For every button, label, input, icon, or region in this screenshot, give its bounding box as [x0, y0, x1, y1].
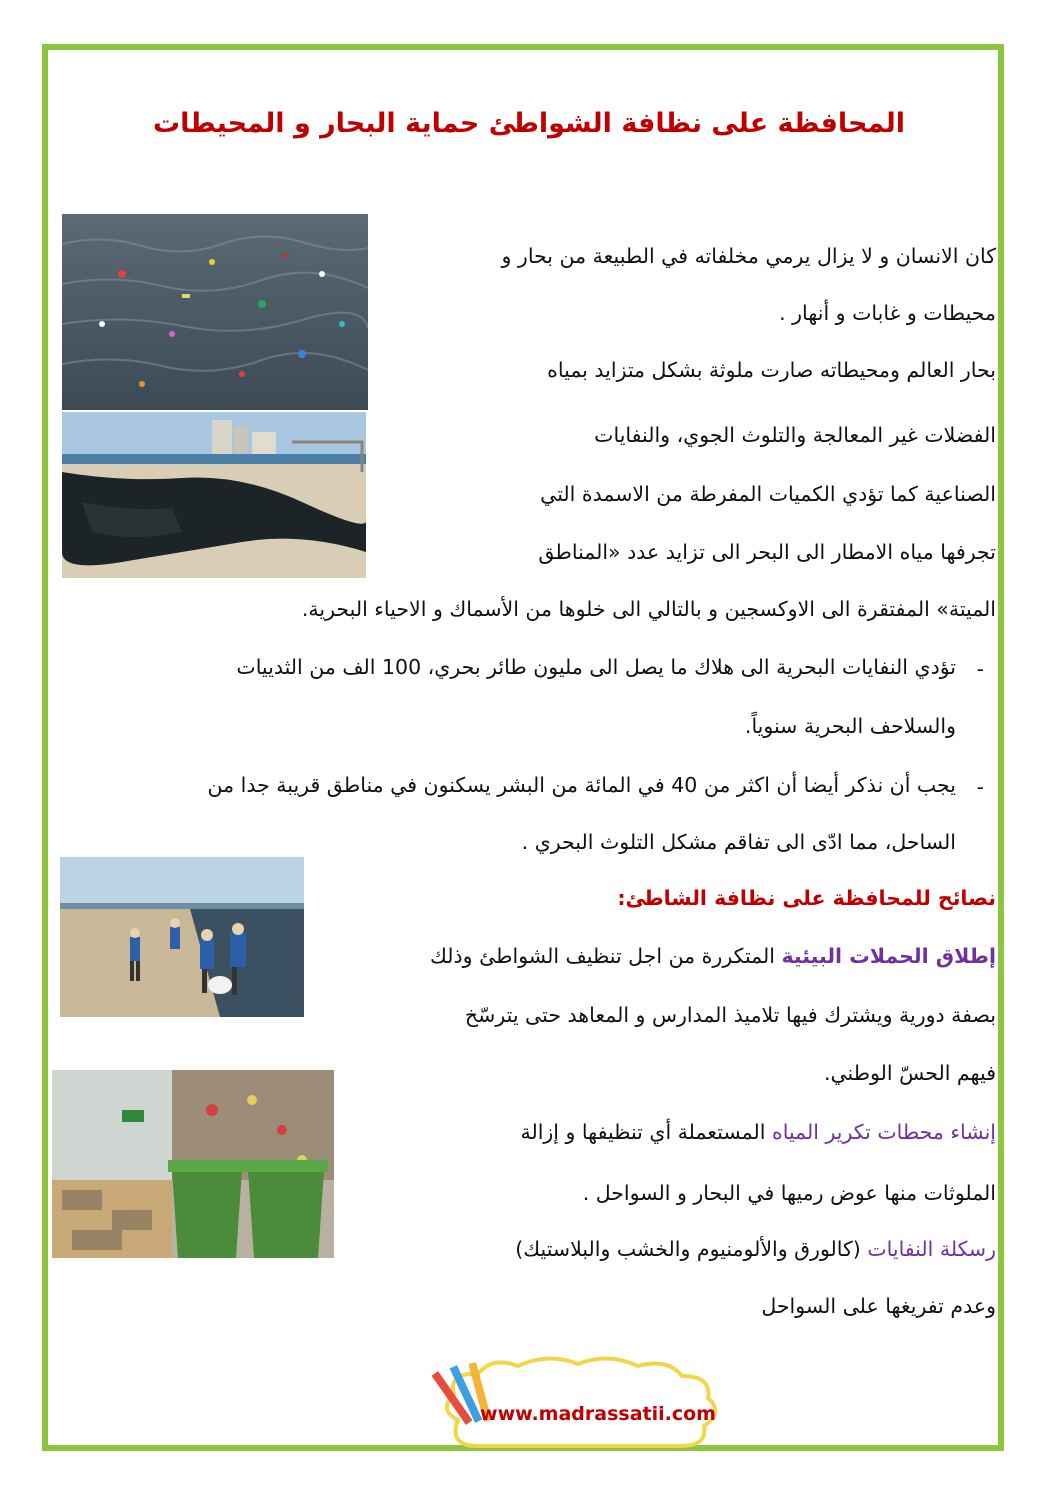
bullet-1-line-1: تؤدي النفايات البحرية الى هلاك ما يصل الى مليون طائر بحري، 100 الف من الثدييات: [236, 655, 956, 679]
intro-line-1: كان الانسان و لا يزال يرمي مخلفاته في الطبيعة من بحار و: [501, 244, 996, 268]
tip-2-highlight: إنشاء محطات تكرير المياه: [771, 1120, 996, 1144]
recycling-center-photo: [52, 1070, 334, 1258]
tip-2-rest: المستعملة أي تنظيفها و إزالة: [520, 1120, 772, 1144]
bullet-1-line-2: والسلاحف البحرية سنوياً.: [744, 714, 956, 738]
tip-1-rest: المتكررة من اجل تنظيف الشواطئ وذلك: [430, 944, 782, 968]
bullet-2-line-2: الساحل، مما ادّى الى تفاقم مشكل التلوث البحري .: [521, 830, 956, 854]
tip-1-line-2: بصفة دورية ويشترك فيها تلاميذ المدارس و المعاهد حتى يترسّخ: [464, 1003, 996, 1027]
tip-2-line-2: الملوثات منها عوض رميها في البحار و السواحل .: [582, 1181, 996, 1205]
page-title: المحافظة على نظافة الشواطئ حماية البحار و المحيطات: [153, 108, 905, 139]
bullet-2-line-1: يجب أن نذكر أيضا أن اكثر من 40 في المائة من البشر يسكنون في مناطق قريبة جدا من: [207, 773, 956, 797]
footer-url: www.madrassatii.com: [480, 1403, 716, 1425]
tip-3-line-2: وعدم تفريغها على السواحل: [761, 1294, 996, 1318]
tip-3-rest: (كالورق والألومنيوم والخشب والبلاستيك): [515, 1237, 868, 1261]
intro-line-5: الصناعية كما تؤدي الكميات المفرطة من الاسمدة التي: [540, 482, 996, 506]
tip-3-line-1: [515, 1237, 996, 1261]
tips-heading: نصائح للمحافظة على نظافة الشاطئ:: [617, 886, 996, 910]
tip-1-line-1: [430, 944, 996, 968]
bullet-marker: -: [976, 657, 984, 681]
tip-3-highlight: رسكلة النفايات: [867, 1237, 996, 1261]
intro-line-7: الميتة» المفتقرة الى الاوكسجين و بالتالي الى خلوها من الأسماك و الاحياء البحرية.: [301, 597, 996, 621]
intro-line-2: محيطات و غابات و أنهار .: [779, 301, 996, 325]
intro-line-3: بحار العالم ومحيطاته صارت ملوثة بشكل متزايد بمياه: [547, 358, 996, 382]
oil-spill-beach-photo: [62, 412, 366, 578]
polluted-sea-photo: [62, 214, 368, 410]
intro-line-6: تجرفها مياه الامطار الى البحر الى تزايد عدد «المناطق: [538, 540, 996, 564]
beach-cleanup-photo: [60, 857, 304, 1017]
madrassatii-logo: [418, 1350, 738, 1460]
bullet-marker: -: [976, 775, 984, 799]
tip-1-line-3: فيهم الحسّ الوطني.: [823, 1061, 996, 1085]
intro-line-4: الفضلات غير المعالجة والتلوث الجوي، والنفايات: [594, 423, 996, 447]
tip-2-line-1: [520, 1120, 996, 1144]
tip-1-highlight: إطلاق الحملات البيئية: [781, 944, 996, 968]
